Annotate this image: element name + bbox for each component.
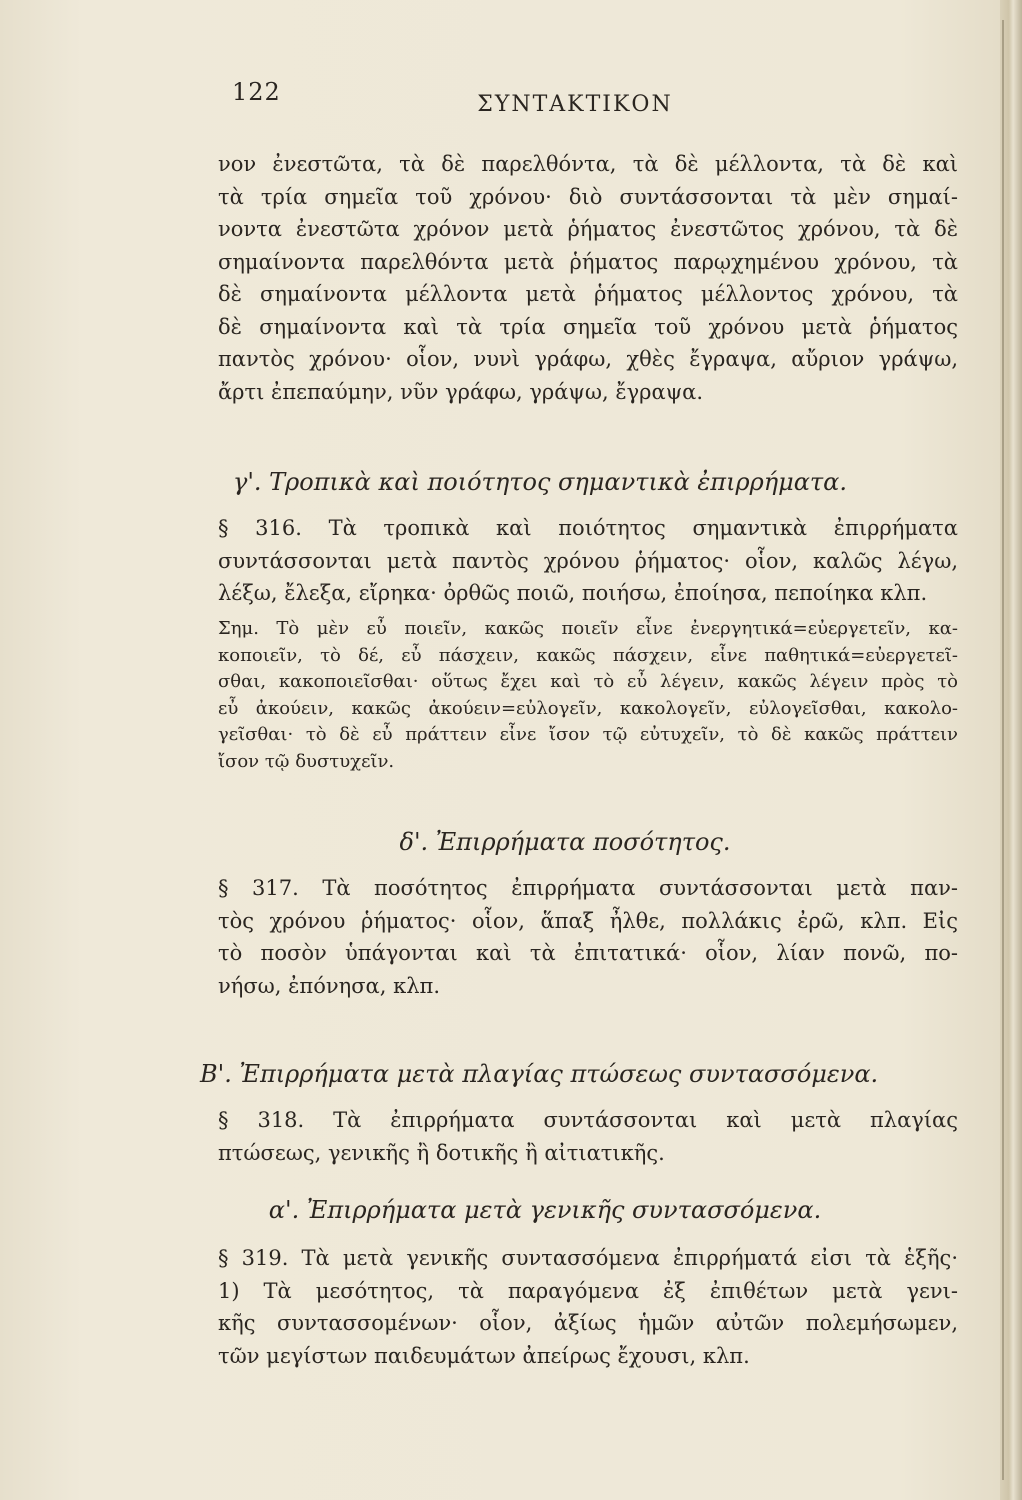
section-heading-alpha: α'. Ἐπιρρήματα μετὰ γενικῆς συντασσόμενα. bbox=[268, 1196, 822, 1224]
text-line: νοντα ἐνεστῶτα χρόνον μετὰ ῥήματος ἐνεστῶτος χρόνου, τὰ δὲ bbox=[218, 217, 958, 241]
text-line: σημαίνοντα παρελθόντα μετὰ ῥήματος παρῳχημένου χρόνου, τὰ bbox=[218, 249, 958, 274]
note-line: σθαι, κακοποιεῖσθαι· οὕτως ἔχει καὶ τὸ εὖ λέγειν, κακῶς λέγειν πρὸς τὸ bbox=[218, 671, 958, 692]
note-line: κοποιεῖν, τὸ δέ, εὖ πάσχειν, κακῶς πάσχειν, εἶνε παθητικά=εὐεργετεῖ- bbox=[218, 644, 958, 666]
text-line: § 316. Τὰ τροπικὰ καὶ ποιότητος σημαντικὰ ἐπιρρήματα bbox=[218, 516, 958, 540]
section-heading-gamma: γ'. Τροπικὰ καὶ ποιότητος σημαντικὰ ἐπιρρήματα. bbox=[232, 468, 848, 496]
running-title: ΣΥΝΤΑΚΤΙΚΟΝ bbox=[477, 92, 673, 117]
text-line: τὸ ποσὸν ὑπάγονται καὶ τὰ ἐπιτατικά· οἷον, λίαν πονῶ, πο- bbox=[218, 941, 958, 965]
paragraph-318 bbox=[218, 1104, 958, 1169]
text-line: κῆς συντασσομένων· οἷον, ἀξίως ἡμῶν αὐτῶν πολεμήσωμεν, bbox=[218, 1311, 958, 1335]
note-line: εὖ ἀκούειν, κακῶς ἀκούειν=εὐλογεῖν, κακολογεῖν, εὐλογεῖσθαι, κακολο- bbox=[218, 697, 958, 719]
intro-paragraph bbox=[218, 148, 958, 408]
section-heading-delta: δ'. Ἐπιρρήματα ποσότητος. bbox=[399, 828, 731, 856]
note-316 bbox=[218, 616, 958, 775]
text-line: δὲ σημαίνοντα μέλλοντα μετὰ ῥήματος μέλλοντος χρόνου, τὰ bbox=[218, 282, 958, 306]
text-line: λέξω, ἔλεξα, εἴρηκα· ὀρθῶς ποιῶ, ποιήσω, ἐποίησα, πεποίηκα κλπ. bbox=[218, 581, 928, 605]
page-number: 122 bbox=[232, 78, 281, 106]
paragraph-316 bbox=[218, 512, 958, 610]
page-header bbox=[0, 70, 1000, 130]
text-line: τὸς χρόνου ῥήματος· οἷον, ἅπαξ ἦλθε, πολλάκις ἐρῶ, κλπ. Εἰς bbox=[218, 908, 958, 933]
text-line: νον ἐνεστῶτα, τὰ δὲ παρελθόντα, τὰ δὲ μέλλοντα, τὰ δὲ καὶ bbox=[218, 152, 958, 176]
section-heading-B: Β'. Ἐπιρρήματα μετὰ πλαγίας πτώσεως συντασσόμενα. bbox=[200, 1060, 879, 1088]
text-line: τῶν μεγίστων παιδευμάτων ἀπείρως ἔχουσι, κλπ. bbox=[218, 1343, 750, 1368]
note-line: γεῖσθαι· τὸ δὲ εὖ πράττειν εἶνε ἴσον τῷ εὐτυχεῖν, τὸ δὲ κακῶς πράττειν bbox=[218, 724, 958, 745]
binding-line bbox=[1002, 20, 1004, 1480]
text-line: νήσω, ἐπόνησα, κλπ. bbox=[218, 973, 440, 998]
text-line: § 318. Τὰ ἐπιρρήματα συντάσσονται καὶ μετὰ πλαγίας bbox=[218, 1108, 958, 1132]
text-line: § 317. Τὰ ποσότητος ἐπιρρήματα συντάσσονται μετὰ παν- bbox=[218, 876, 958, 900]
text-line: παντὸς χρόνου· οἷον, νυνὶ γράφω, χθὲς ἔγραψα, αὔριον γράψω, bbox=[218, 347, 958, 371]
text-line: πτώσεως, γενικῆς ἢ δοτικῆς ἢ αἰτιατικῆς. bbox=[218, 1140, 665, 1165]
text-line: § 319. Τὰ μετὰ γενικῆς συντασσόμενα ἐπιρρήματά εἰσι τὰ ἑξῆς· bbox=[218, 1246, 958, 1270]
text-line: ἄρτι ἐπεπαύμην, νῦν γράφω, γράψω, ἔγραψα. bbox=[218, 379, 704, 404]
text-line: δὲ σημαίνοντα καὶ τὰ τρία σημεῖα τοῦ χρόνου μετὰ ῥήματος bbox=[218, 314, 958, 339]
paragraph-319 bbox=[218, 1242, 958, 1372]
text-line: τὰ τρία σημεῖα τοῦ χρόνου· διὸ συντάσσονται τὰ μὲν σημαί- bbox=[218, 184, 958, 209]
text-line: 1) Τὰ μεσότητος, τὰ παραγόμενα ἐξ ἐπιθέτων μετὰ γενι- bbox=[218, 1278, 958, 1303]
note-line: ἴσον τῷ δυστυχεῖν. bbox=[218, 750, 395, 772]
note-line: Σημ. Τὸ μὲν εὖ ποιεῖν, κακῶς ποιεῖν εἶνε ἐνεργητικά=εὐεργετεῖν, κα- bbox=[218, 618, 958, 639]
paragraph-317 bbox=[218, 872, 958, 1002]
text-line: συντάσσονται μετὰ παντὸς χρόνου ῥήματος· οἷον, καλῶς λέγω, bbox=[218, 548, 958, 573]
